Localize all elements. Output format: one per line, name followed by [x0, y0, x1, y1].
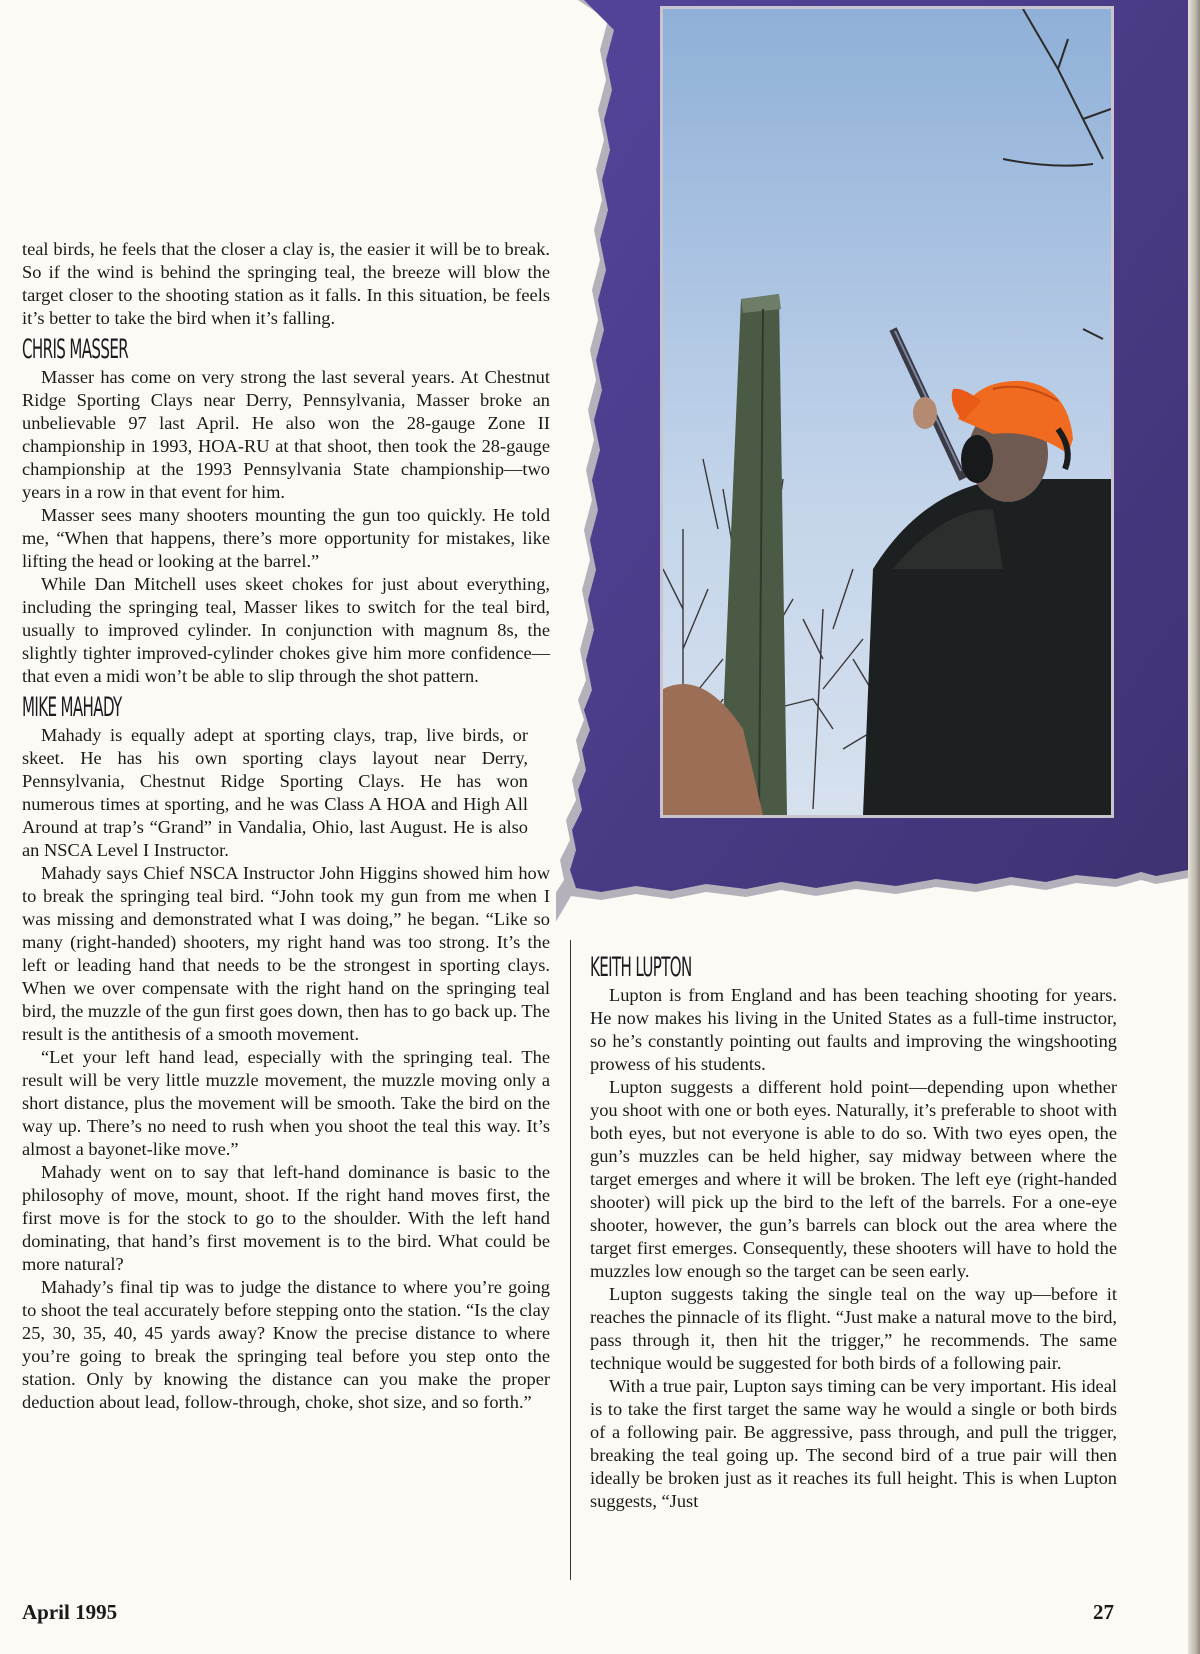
- paragraph: Mahady went on to say that left-hand dominance is basic to the philosophy of move, mount, shoot. If the right hand moves first, the first move is for the stock to go to the shoulder. With the left hand dominating, that hand’s first movement is to the bird. What could be more natural?: [22, 1162, 550, 1274]
- paragraph: Mahady is equally adept at sporting clays, trap, live birds, or skeet. He has his own sporting clays layout near Derry, Pennsylvania, Chestnut Ridge Sporting Clays. He has won numerous times at sporting, and he was Class A HOA and High All Around at trap’s “Grand” in Vandalia, Ohio, last August. He is also an NSCA Level I Instructor.: [22, 725, 528, 860]
- paragraph: Masser has come on very strong the last several years. At Chestnut Ridge Sporting Clays near Derry, Pennsylvania, Masser broke an unbelievable 97 last April. He also won the 28-gauge Zone II championship in 1993, HOA-RU at that shoot, then took the 28-gauge championship at the 1993 Pennsylvania State championship—two years in a row in that event for him.: [22, 367, 550, 502]
- section-heading: MIKE MAHADY: [22, 692, 122, 723]
- issue-date: April 1995: [22, 1600, 118, 1624]
- paragraph: Lupton is from England and has been teaching shooting for years. He now makes his living in the United States as a full-time instructor, so he’s constantly pointing out faults and improving the wingshooting prowess of his students.: [590, 985, 1117, 1074]
- column-rule: [570, 940, 571, 1580]
- paragraph: With a true pair, Lupton says timing can be very important. His ideal is to take the first target the same way he would a single or both birds of a following pair. Be aggressive, pass through, and pull the trigger, breaking the teal going up. The second bird of a true pair will then ideally be broken just as it reaches its full height. This is when Lupton suggests, “Just: [590, 1376, 1117, 1511]
- section-heading: CHRIS MASSER: [22, 334, 129, 365]
- paragraph: Masser sees many shooters mounting the gun too quickly. He told me, “When that happens, there’s more opportunity for mistakes, like lifting the head or looking at the barrel.”: [22, 505, 550, 571]
- right-column: [590, 948, 1117, 1513]
- paragraph: Lupton suggests a different hold point—depending upon whether you shoot with one or both eyes. Naturally, it’s preferable to shoot with both eyes, but not everyone is able to do so. With two eyes open, the gun’s muzzles can be held higher, say midway between where the target emerges and where it will be broken. The left eye (right-handed shooter) will pick up the bird to the left of the barrels. For a one-eye shooter, however, the gun’s barrels can block out the area where the target first emerges. Consequently, these shooters will have to hold the muzzles low enough so the target can be seen early.: [590, 1077, 1117, 1281]
- left-column: [22, 238, 550, 1414]
- paragraph: Mahady says Chief NSCA Instructor John Higgins showed him how to break the springing teal bird. “John took my gun from me when I was missing and demonstrated what I was doing,” he began. “Like so many (right-handed) shooters, my right hand was too strong. It’s the left or leading hand that needs to be the strongest in sporting clays. When we over compensate with the right hand on the springing teal bird, the muzzle of the gun first goes down, then has to go back up. The result is the antithesis of a smooth movement.: [22, 863, 550, 1044]
- paragraph: “Let your left hand lead, especially with the springing teal. The result will be very little muzzle movement, the muzzle moving only a short distance, plus the movement will be smooth. Take the bird on the way up. There’s no need to rush when you shoot the teal this way. It’s almost a bayonet-like move.”: [22, 1047, 550, 1159]
- paragraph: While Dan Mitchell uses skeet chokes for just about everything, including the springing teal, Masser likes to switch for the teal bird, usually to improved cylinder. In conjunction with magnum 8s, the slightly tighter improved-cylinder chokes give him more confidence—that even a midi won’t be able to slip through the shot pattern.: [22, 574, 550, 686]
- intro-paragraph: teal birds, he feels that the closer a clay is, the easier it will be to break. So if the wind is behind the springing teal, the breeze will blow the target closer to the shooting station as it falls. In this situation, be feels it’s better to take the bird when it’s falling.: [22, 239, 550, 328]
- page-number: 27: [1093, 1600, 1114, 1624]
- paragraph: Lupton suggests taking the single teal on the way up—before it reaches the pinnacle of its flight. “Just make a natural move to the bird, pass through it, then hit the trigger,” he recommends. The same technique would be suggested for both birds of a following pair.: [590, 1284, 1117, 1373]
- section-heading: KEITH LUPTON: [590, 952, 692, 983]
- shooter-photo: [660, 6, 1114, 818]
- page-edge: [1188, 0, 1200, 1654]
- paragraph: Mahady’s final tip was to judge the distance to where you’re going to shoot the teal accurately before stepping onto the station. “Is the clay 25, 30, 35, 40, 45 yards away? Know the precise distance to where you’re going to break the springing teal before you step onto the station. Only by knowing the distance can you make the proper deduction about lead, follow-through, choke, shot size, and so forth.”: [22, 1277, 550, 1412]
